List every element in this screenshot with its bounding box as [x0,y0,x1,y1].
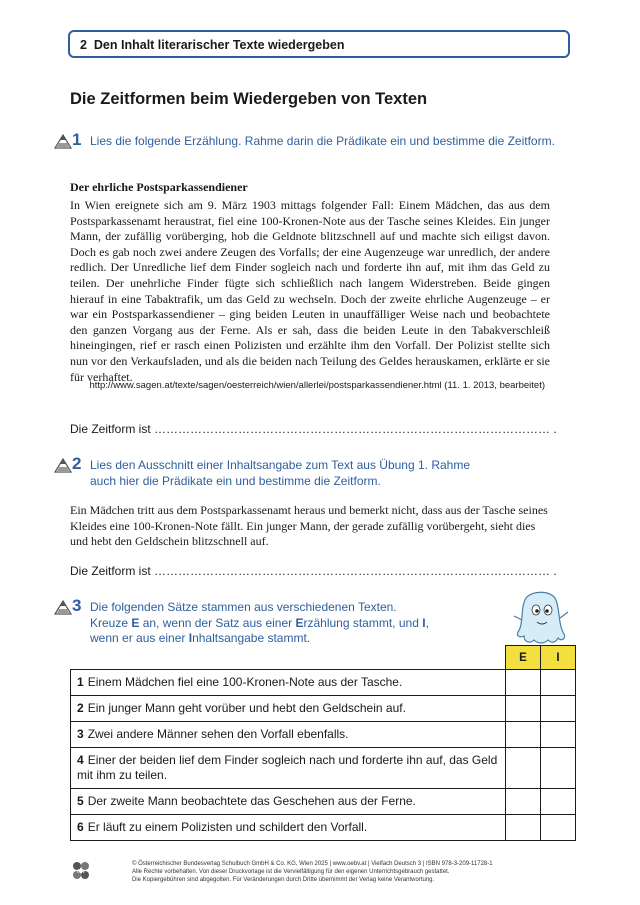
difficulty-triangle-icon [54,134,72,149]
summary-text: Ein Mädchen tritt aus dem Postsparkassenamt heraus und bemerkt nicht, dass aus der Tasche seines Kleides eine 100-Kronen-Note fällt. Ein junger Mann, der gerade zufällig vorübergeht, sieht dies und hebt den Geldschein blitzschnell auf. [70,503,548,549]
source-citation: http://www.sagen.at/texte/sagen/oesterreich/wien/allerlei/postsparkassendiener.html (11. 1. 2013, bearbeitet) [89,380,545,391]
task-3-number: 3 [72,596,82,615]
checkbox-i-2[interactable] [541,696,576,722]
column-e-header: E [506,646,541,670]
checkbox-e-6[interactable] [506,815,541,841]
task-1-instruction: Lies die folgende Erzählung. Rahme darin die Prädikate ein und bestimme die Zeitform. [90,134,555,148]
difficulty-triangle-icon [54,458,72,473]
table-row: 6 Er läuft zu einem Polizisten und schildert den Vorfall. [71,815,576,841]
chapter-header [68,30,570,58]
table-row: 5 Der zweite Mann beobachtete das Geschehen aus der Ferne. [71,789,576,815]
publisher-logo-icon [70,860,92,882]
task-2-instruction: Lies den Ausschnitt einer Inhaltsangabe zum Text aus Übung 1. Rahme auch hier die Prädikate ein und bestimme die Zeitform. [90,458,471,488]
task-3-instruction [90,600,490,647]
task-1-header [54,130,574,166]
task-1-number: 1 [72,130,82,149]
task-2-number: 2 [72,454,82,473]
table-row: 3 Zwei andere Männer sehen den Vorfall ebenfalls. [71,722,576,748]
chapter-number: 2 [80,38,87,52]
task-3-instruction-line-3: wenn er aus einer Inhaltsangabe stammt. [90,631,311,645]
checkbox-e-3[interactable] [506,722,541,748]
checkbox-e-1[interactable] [506,670,541,696]
checkbox-i-4[interactable] [541,748,576,789]
checkbox-e-5[interactable] [506,789,541,815]
column-i-header: I [541,646,576,670]
task-1-answer-line[interactable]: Die Zeitform ist ……………………………………………………………………………………… . [70,422,557,436]
checkbox-e-4[interactable] [506,748,541,789]
story-text: In Wien ereignete sich am 9. März 1903 mittags folgender Fall: Einem Mädchen, das aus dem Postsparkassenamt heraustrat, fiel eine 100-Kronen-Note aus der Tasche seines Kleides. Ein junger Mann, der zufällig vorüberging, hob die Geldnote blitzschnell auf und machte sich eiligst davon. Doch es gab noch zwei andere Zeugen des Vorfalls; der eine Augenzeuge war unredlich, der andere redlich. Der Unredliche lief dem Finder sogleich nach und forderte ihn auf, mit ihm das Geld zu teilen. Der unehrliche Finder fügte sich schließlich nach langem Widerstreben. Beide gingen hierauf in eine Tabaktrafik, um das Geld zu wechseln. Doch der zweite ehrliche Augenzeuge – er war ein Postsparkassendiener – ging beiden Leuten in unauffälliger Weise nach und beobachtete den ganzen Vorgang aus der Ferne. Als er sah, dass die beiden Leute in den Tabakverschleiß hineingingen, rief er rasch einen Polizisten und erzählte ihm den Vorfall. Der Polizist stellte sich nun vor den Verkaufsladen, und als die beiden nach Teilung des Geldes herauskamen, erklärte er sie für verhaftet. [70,198,550,384]
checkbox-i-3[interactable] [541,722,576,748]
page-title: Die Zeitformen beim Wiedergeben von Texten [70,90,428,108]
story-title: Der ehrliche Postsparkassendiener [70,180,248,194]
svg-text:öbv: öbv [76,869,86,875]
task-3-instruction-line-2: Kreuze E an, wenn der Satz aus einer Erzählung stammt, und I, [90,615,429,630]
checkbox-i-6[interactable] [541,815,576,841]
table-row: 1 Einem Mädchen fiel eine 100-Kronen-Note aus der Tasche. [71,670,576,696]
table-row: 4 Einer der beiden lief dem Finder sogleich nach und forderte ihn auf, das Geld mit ihm zu teilen. [71,748,576,789]
checkbox-i-5[interactable] [541,789,576,815]
task-3-instruction-line-1: Die folgenden Sätze stammen aus verschiedenen Texten. [90,600,397,614]
checkbox-i-1[interactable] [541,670,576,696]
table-header-row [71,646,576,670]
task-3-header [54,596,494,646]
chapter-title: Den Inhalt literarischer Texte wiedergeben [93,38,345,52]
table-row: 2 Ein junger Mann geht vorüber und hebt den Geldschein auf. [71,696,576,722]
task-2-header [54,454,574,490]
difficulty-triangle-icon [54,600,72,615]
exercise-table [70,645,576,841]
ghost-mascot-icon [512,590,570,646]
checkbox-e-2[interactable] [506,696,541,722]
footer-copyright: © Österreichischer Bundesverlag Schulbuch GmbH & Co. KG, Wien 2025 | www.oebv.at | Vielfach Deutsch 3 | ISBN 978-3-209-11728-1 Alle Rechte vorbehalten. Von dieser Druckvorlage ist die Vervielfältigung für den eigenen Unterrichtsgebrauch gestattet. Die Kopiergebühren sind abgegolten. Für Veränderungen durch Dritte übernimmt der Verlag keine Verantwortung. [132,861,493,883]
task-2-answer-line[interactable]: Die Zeitform ist ……………………………………………………………………………………… . [70,564,557,578]
